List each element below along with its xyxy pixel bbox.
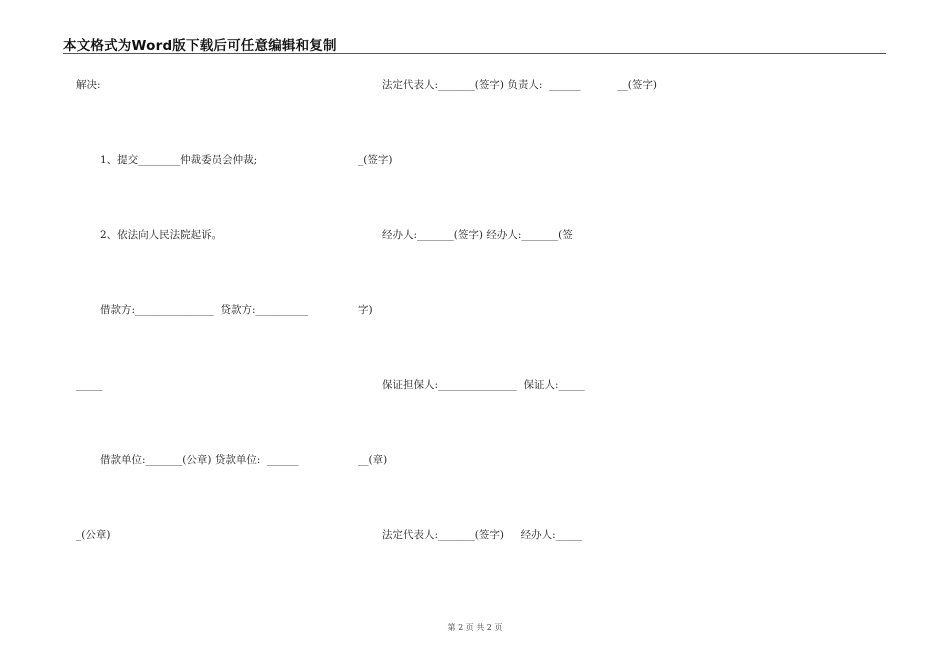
resolution-heading: 解决: — [76, 79, 101, 91]
handler-line: 经办人:_______(签字) 经办人:_______(签 — [382, 229, 573, 241]
guarantor-line: 保证担保人:_______________ 保证人:_____ — [382, 379, 585, 391]
legal-rep-responsible-line: 法定代表人:_______(签字) 负责人: ______ __(签字) — [382, 79, 657, 91]
header-divider — [63, 53, 886, 54]
legal-rep-handler-line: 法定代表人:_______(签字) 经办人:_____ — [382, 529, 582, 541]
borrowing-lending-unit-line: 借款单位:_______(公章) 贷款单位: ______ — [100, 454, 299, 466]
blank-line: _____ — [76, 379, 103, 391]
borrower-lender-line: 借款方:_______________ 贷款方:__________ — [100, 304, 309, 316]
arbitration-clause: 1、提交________仲裁委员会仲裁; — [100, 154, 258, 166]
seal-line: __(章) — [358, 454, 388, 466]
lawsuit-clause: 2、依法向人民法院起诉。 — [100, 229, 223, 241]
signature-line: _(签字) — [358, 154, 393, 166]
page-number: 第 2 页 共 2 页 — [447, 623, 503, 632]
official-seal-line: _(公章) — [76, 529, 111, 541]
document-header-title: 本文格式为Word版下载后可任意编辑和复制 — [63, 38, 337, 54]
handler-line-cont: 字) — [358, 304, 373, 316]
